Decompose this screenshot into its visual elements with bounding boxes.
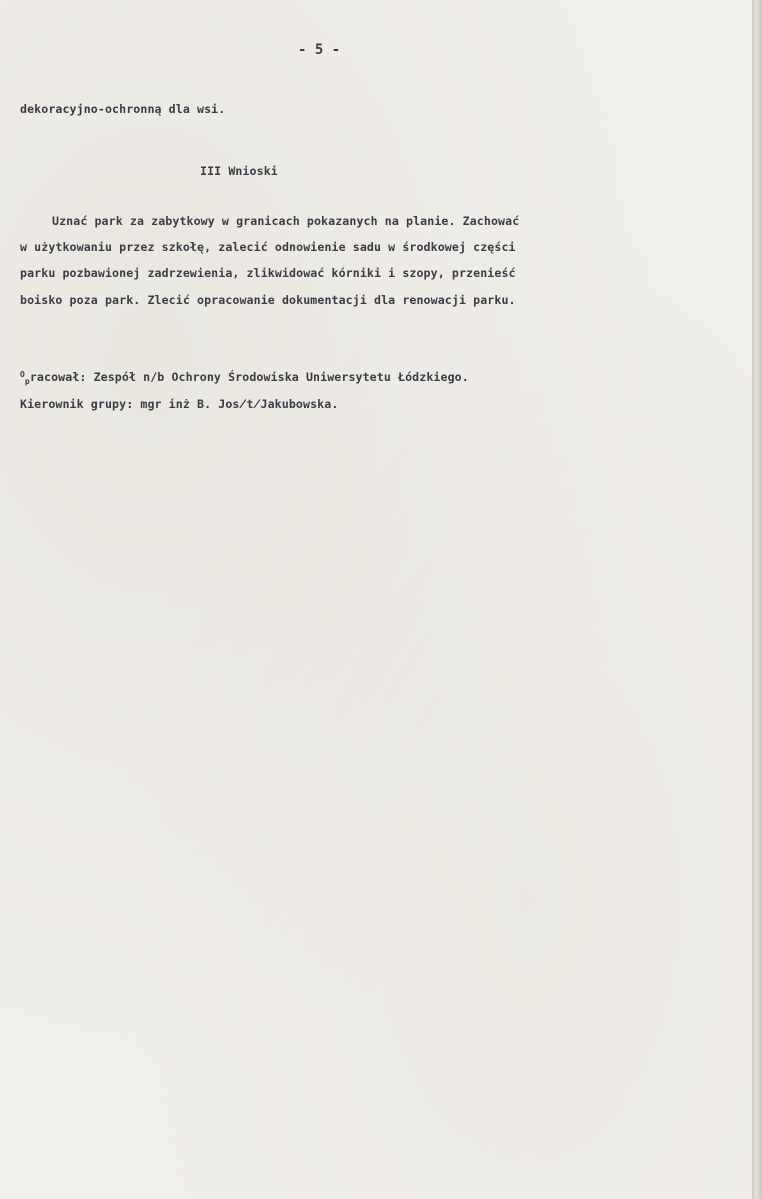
paragraph-line: boisko poza park. Zlecić opracowanie dokumentacji dla renowacji parku.: [20, 293, 516, 307]
author-initial: O: [20, 370, 25, 379]
author-text: racował: Zespół n/b Ochrony Środowiska Uniwersytetu Łódzkiego.: [29, 370, 469, 384]
supervisor-line: Kierownik grupy: mgr inż B. Jos̸t̸Jakubowska.: [20, 397, 339, 411]
author-sub-letter: p: [24, 377, 30, 386]
paragraph-line: Uznać park za zabytkowy w granicach pokazanych na planie. Zachować: [52, 214, 520, 228]
continuation-line: dekoracyjno-ochronną dla wsi.: [20, 102, 226, 116]
page-edge: [752, 0, 762, 1199]
paragraph-line: w użytkowaniu przez szkołę, zalecić odnowienie sadu w środkowej części: [20, 240, 516, 254]
page-number: - 5 -: [298, 42, 341, 58]
author-line: [20, 369, 469, 387]
section-heading: III Wnioski: [200, 164, 278, 178]
paragraph-line: parku pozbawionej zadrzewienia, zlikwidować kórniki i szopy, przenieść: [20, 266, 516, 280]
